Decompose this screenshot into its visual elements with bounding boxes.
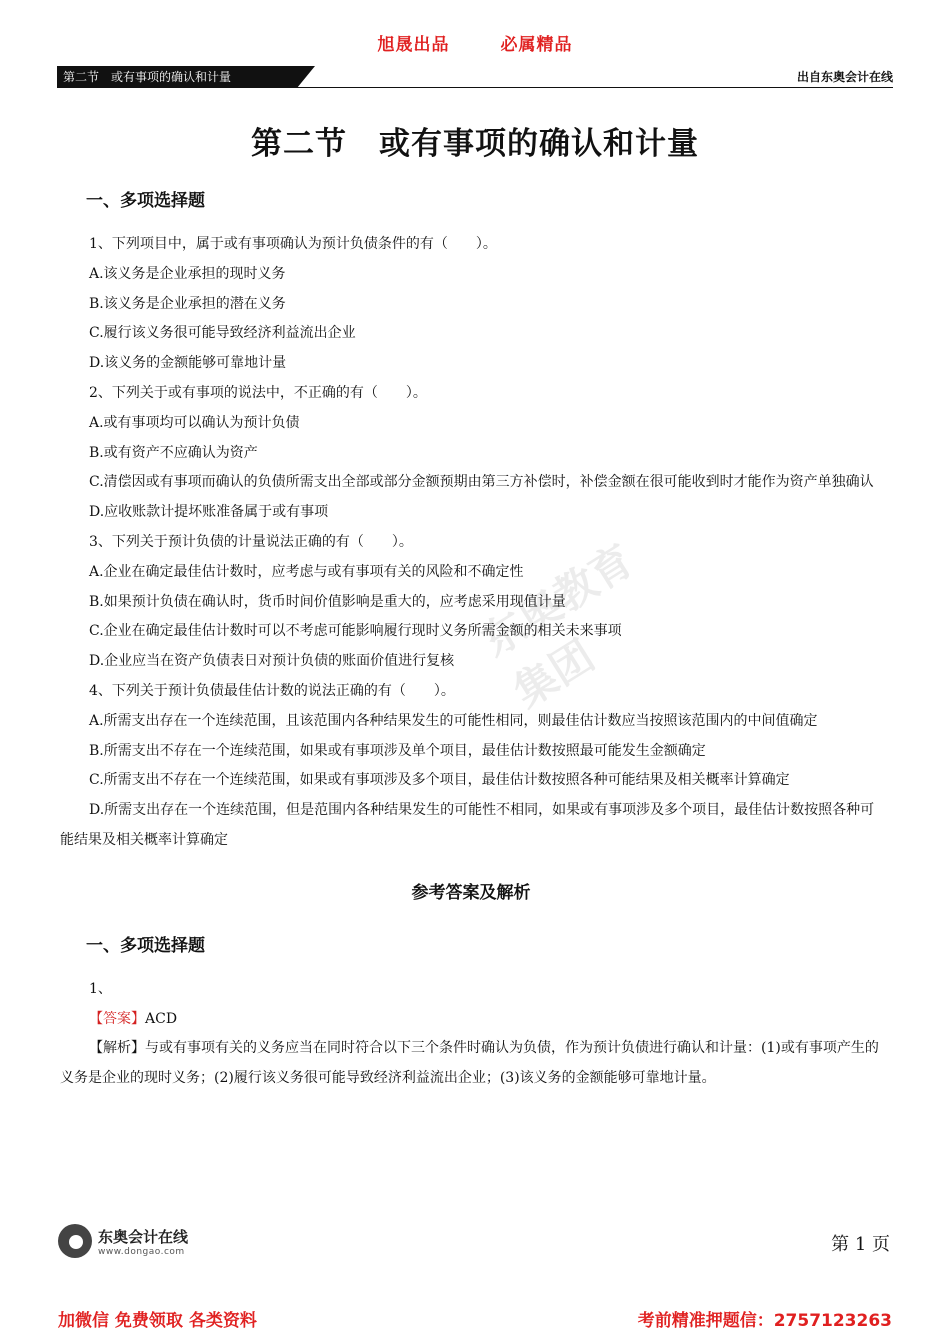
question-1-option-b: B.该义务是企业承担的潜在义务 xyxy=(89,295,286,312)
question-2-option-b: B.或有资产不应确认为资产 xyxy=(89,444,258,461)
question-1-option-d: D.该义务的金额能够可靠地计量 xyxy=(89,355,287,372)
logo-name: 东奥会计在线 xyxy=(98,1227,189,1246)
question-4-option-c: C.所需支出不存在一个连续范围，如果或有事项涉及多个项目，最佳估计数按照各种可能结果及相关概率计算确定 xyxy=(89,772,790,789)
top-banner xyxy=(0,30,950,55)
logo-url: www.dongao.com xyxy=(98,1246,185,1257)
answer-1-line xyxy=(60,1005,882,1035)
section-heading-questions: 一、多项选择题 xyxy=(86,191,205,211)
question-2: 2、下列关于或有事项的说法中，不正确的有（ ）。 xyxy=(89,384,427,401)
question-3: 3、下列关于预计负债的计量说法正确的有（ ）。 xyxy=(89,533,413,550)
question-4-option-b: B.所需支出不存在一个连续范围，如果或有事项涉及单个项目，最佳估计数按照最可能发生金额确定 xyxy=(89,742,706,759)
question-2-option-c: C.清偿因或有事项而确认的负债所需支出全部或部分金额预期由第三方补偿时，补偿金额在很可能收到时才能作为资产单独确认 xyxy=(89,474,874,491)
dongao-logo-icon xyxy=(58,1224,92,1258)
section-heading-answers: 一、多项选择题 xyxy=(86,935,205,956)
question-1-option-c: C.履行该义务很可能导致经济利益流出企业 xyxy=(89,325,356,342)
footer-logo xyxy=(58,1224,188,1258)
question-1: 1、下列项目中，属于或有事项确认为预计负债条件的有（ ）。 xyxy=(89,236,497,252)
answers-title: 参考答案及解析 xyxy=(411,882,531,903)
question-3-option-d: D.企业应当在资产负债表日对预计负债的账面价值进行复核 xyxy=(89,653,455,670)
question-3-option-b: B.如果预计负债在确认时，货币时间价值影响是重大的，应考虑采用现值计量 xyxy=(89,593,566,610)
answer-value: ACD xyxy=(145,1010,178,1027)
banner-left-text: 旭晟出品 xyxy=(377,35,450,55)
banner-right-text: 必属精品 xyxy=(500,35,573,55)
watermark: 东奥教育集团 xyxy=(473,535,642,717)
answer-1-number: 1、 xyxy=(89,980,112,997)
answer-1-analysis xyxy=(60,1034,882,1094)
question-2-option-d: D.应收账款计提坏账准备属于或有事项 xyxy=(89,504,329,521)
question-1-option-a: A.该义务是企业承担的现时义务 xyxy=(89,265,286,282)
analysis-label: 【解析】 xyxy=(89,1040,145,1057)
question-4-option-d: D.所需支出存在一个连续范围，但是范围内各种结果发生的可能性不相同，如果或有事项涉及多个项目，最佳估计数按照各种可能结果及相关概率计算确定 xyxy=(60,802,875,848)
bottom-left-promo: 加微信 免费领取 各类资料 xyxy=(58,1311,257,1331)
question-4: 4、下列关于预计负债最佳估计数的说法正确的有（ ）。 xyxy=(89,682,455,699)
header-rule xyxy=(57,87,893,88)
bottom-right-promo: 考前精准押题信：2757123263 xyxy=(637,1311,892,1331)
header-source: 出自东奥会计在线 xyxy=(796,70,893,84)
answer-label: 【答案】 xyxy=(89,1010,145,1027)
page-number: 第 1 页 xyxy=(831,1234,890,1255)
running-header xyxy=(57,66,893,88)
question-4-option-a: A.所需支出存在一个连续范围，且该范围内各种结果发生的可能性相同，则最佳估计数应当按照该范围内的中间值确定 xyxy=(89,712,818,729)
page-title: 第二节 或有事项的确认和计量 xyxy=(251,126,699,162)
analysis-text: 与或有事项有关的义务应当在同时符合以下三个条件时确认为负债，作为预计负债进行确认和计量：(1)或有事项产生的义务是企业的现时义务；(2)履行该义务很可能导致经济利益流出企业；(3)该义务的金额能够可靠地计量。 xyxy=(60,1040,879,1087)
header-section-tab: 第二节 或有事项的确认和计量 xyxy=(57,66,297,88)
question-3-option-a: A.企业在确定最佳估计数时，应考虑与或有事项有关的风险和不确定性 xyxy=(89,563,524,580)
document-body xyxy=(60,188,882,1094)
question-3-option-c: C.企业在确定最佳估计数时可以不考虑可能影响履行现时义务所需金额的相关未来事项 xyxy=(89,623,622,640)
question-2-option-a: A.或有事项均可以确认为预计负债 xyxy=(89,414,300,431)
